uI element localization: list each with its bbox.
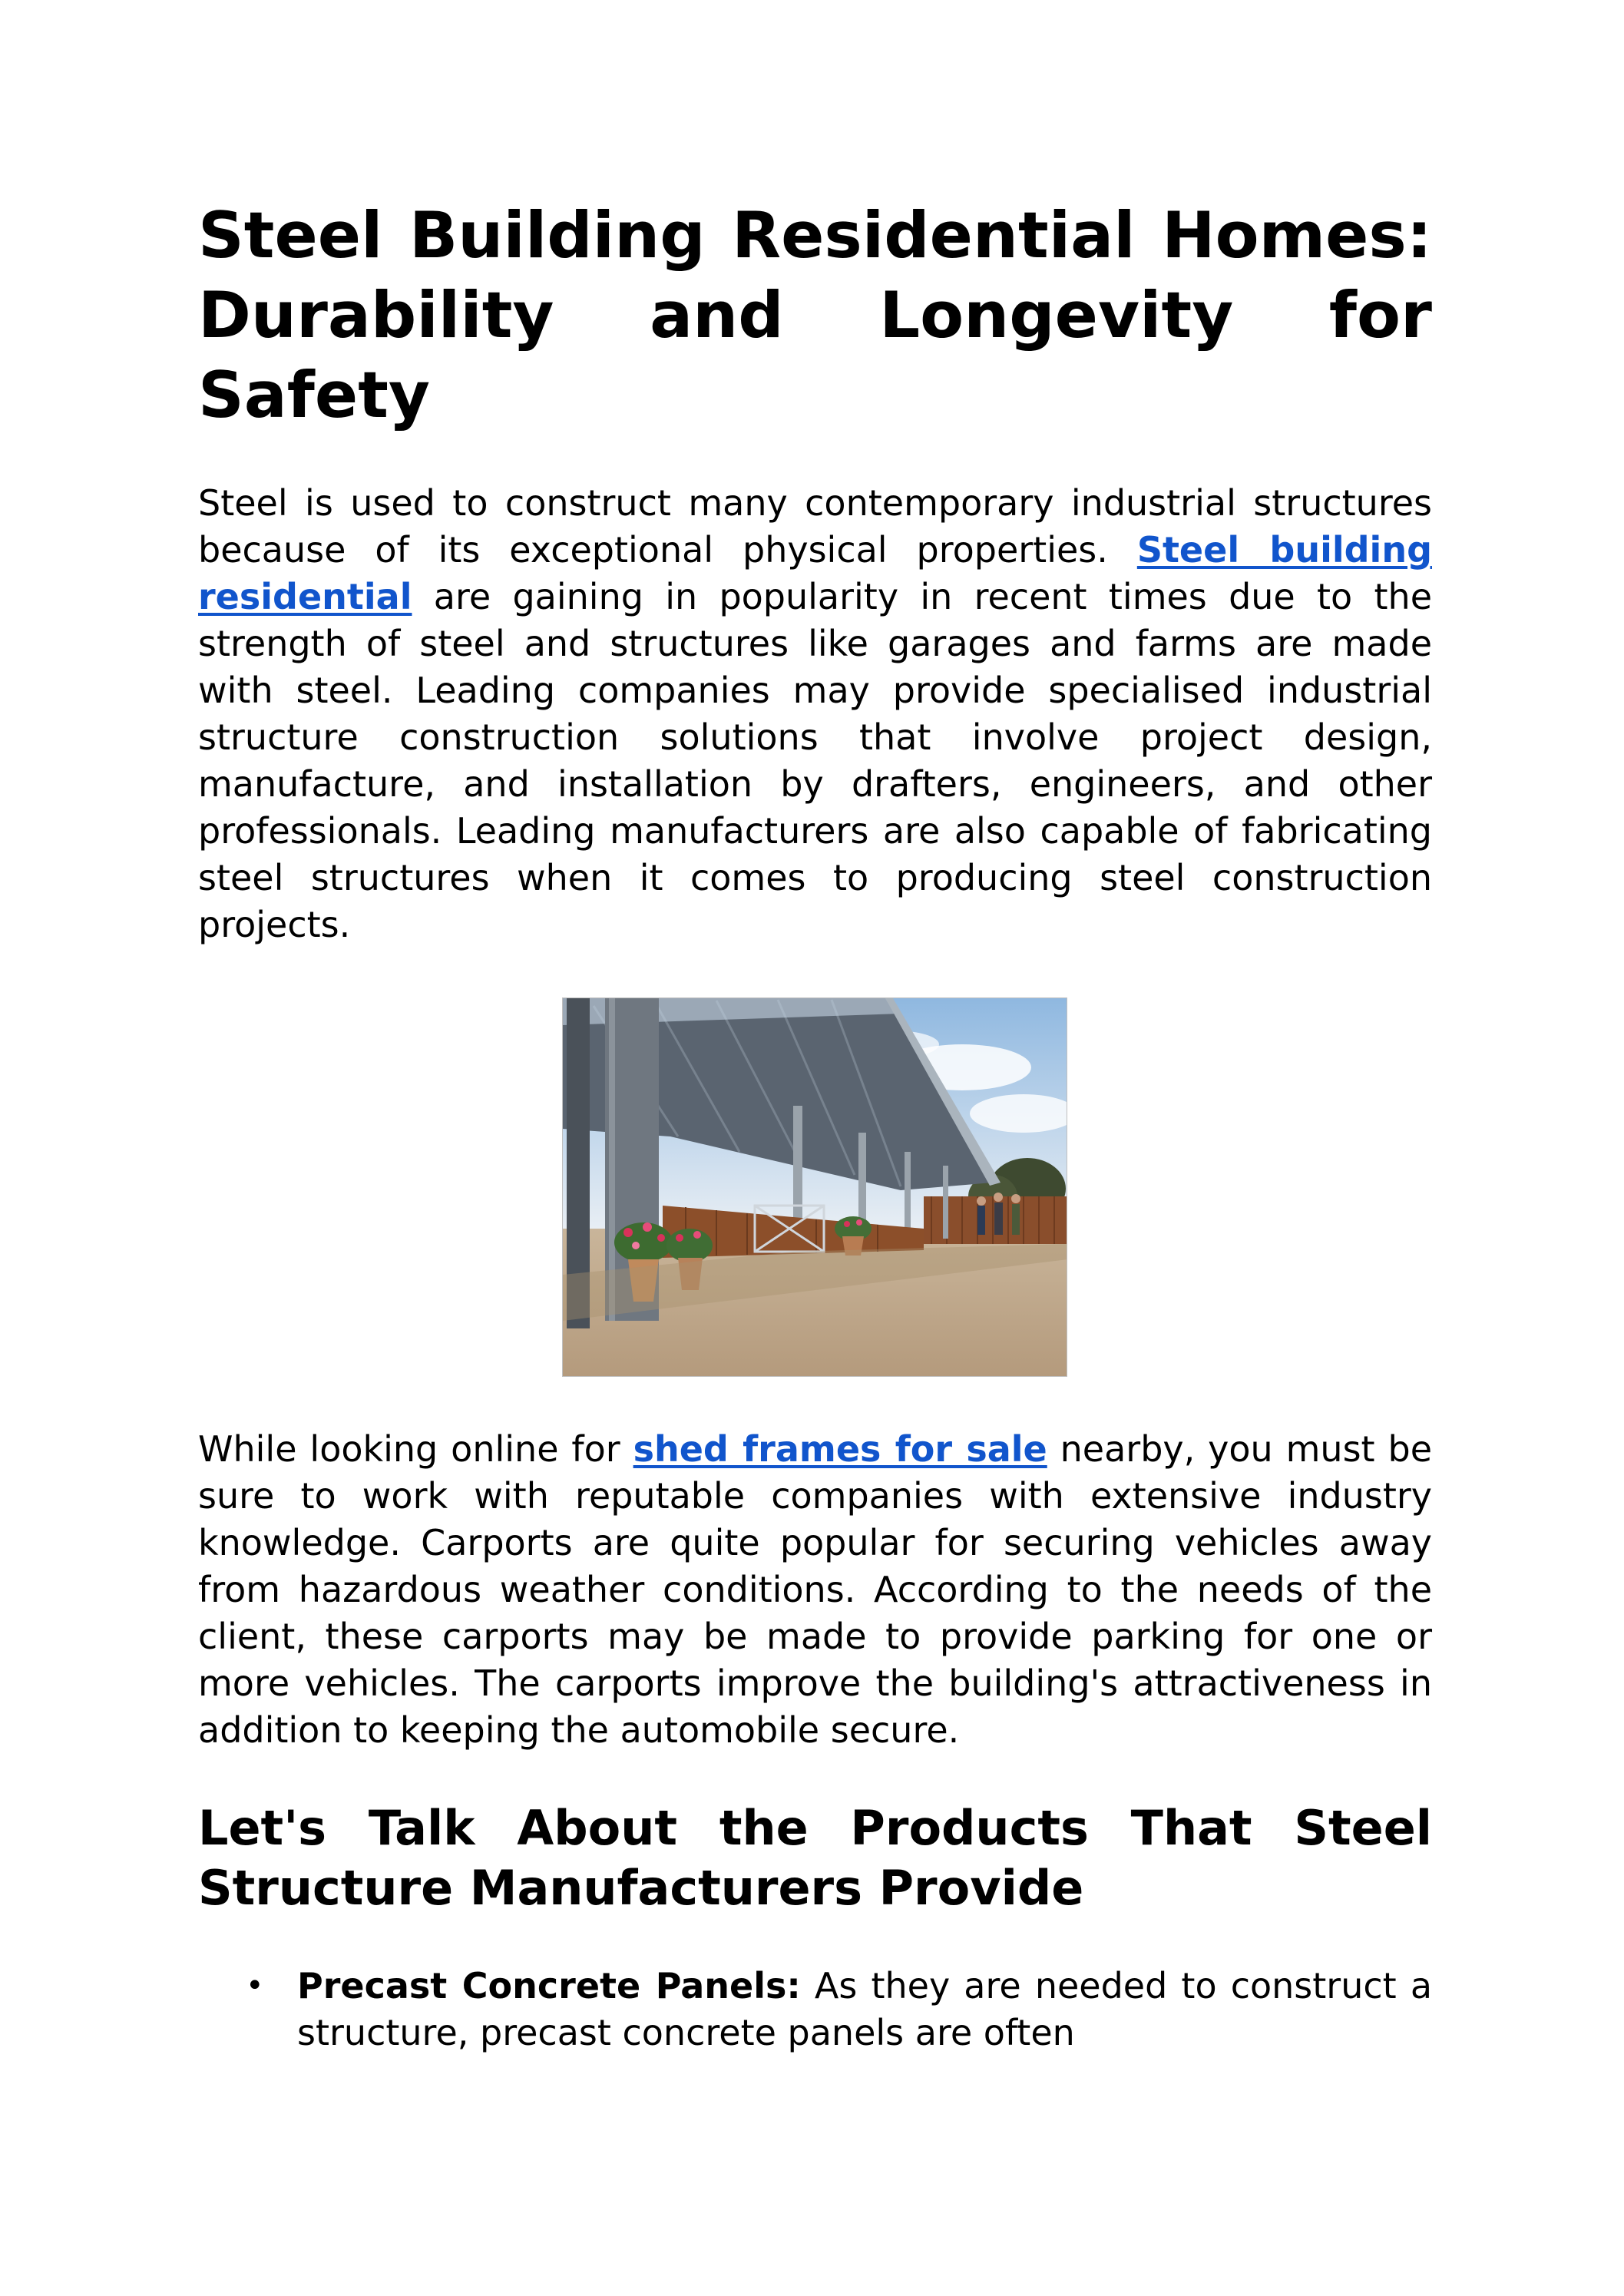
document-page bbox=[198, 196, 1432, 2056]
second-paragraph bbox=[198, 1426, 1432, 1754]
list-item-title: Precast Concrete Panels: bbox=[297, 1965, 801, 2007]
article-title: Steel Building Residential Homes: Durability and Longevity for Safety bbox=[198, 198, 1432, 432]
section-heading: Let's Talk About the Products That Steel Structure Manufacturers Provide bbox=[198, 1800, 1432, 1916]
steel-building-residential-link[interactable]: Steel building residential bbox=[198, 529, 1432, 617]
bullet-icon: • bbox=[246, 1968, 264, 2003]
intro-paragraph bbox=[198, 480, 1432, 948]
intro-text-after: are gaining in popularity in recent times due to the strength of steel and structures like garages and farms are made with steel. Leading companies may provide specialised industrial structure construction solutions that involve project design, manufacture, and installation by drafters, engineers, and other professionals. Leading manufacturers are also capable of fabricating steel structures when it comes to producing steel construction projects. bbox=[198, 576, 1432, 945]
second-text-after: nearby, you must be sure to work with reputable companies with extensive industry knowledge. Carports are quite popular for securing vehicles away from hazardous weather conditions. According to the needs of the client, these carports may be made to provide parking for one or more vehicles. The carports improve the building's attractiveness in addition to keeping the automobile secure. bbox=[198, 1428, 1433, 1751]
products-list bbox=[198, 1963, 1432, 2056]
second-text-before: While looking online for bbox=[198, 1428, 633, 1470]
steel-shed-photo bbox=[562, 997, 1067, 1377]
shed-frames-for-sale-link[interactable]: shed frames for sale bbox=[633, 1428, 1047, 1470]
list-item bbox=[198, 1963, 1432, 2056]
figure-container bbox=[198, 997, 1432, 1377]
list-item-text: As they are needed to construct a structure, precast concrete panels are often bbox=[297, 1965, 1433, 2053]
intro-text-before: Steel is used to construct many contemporary industrial structures because of its exceptional physical properties. bbox=[198, 482, 1432, 571]
